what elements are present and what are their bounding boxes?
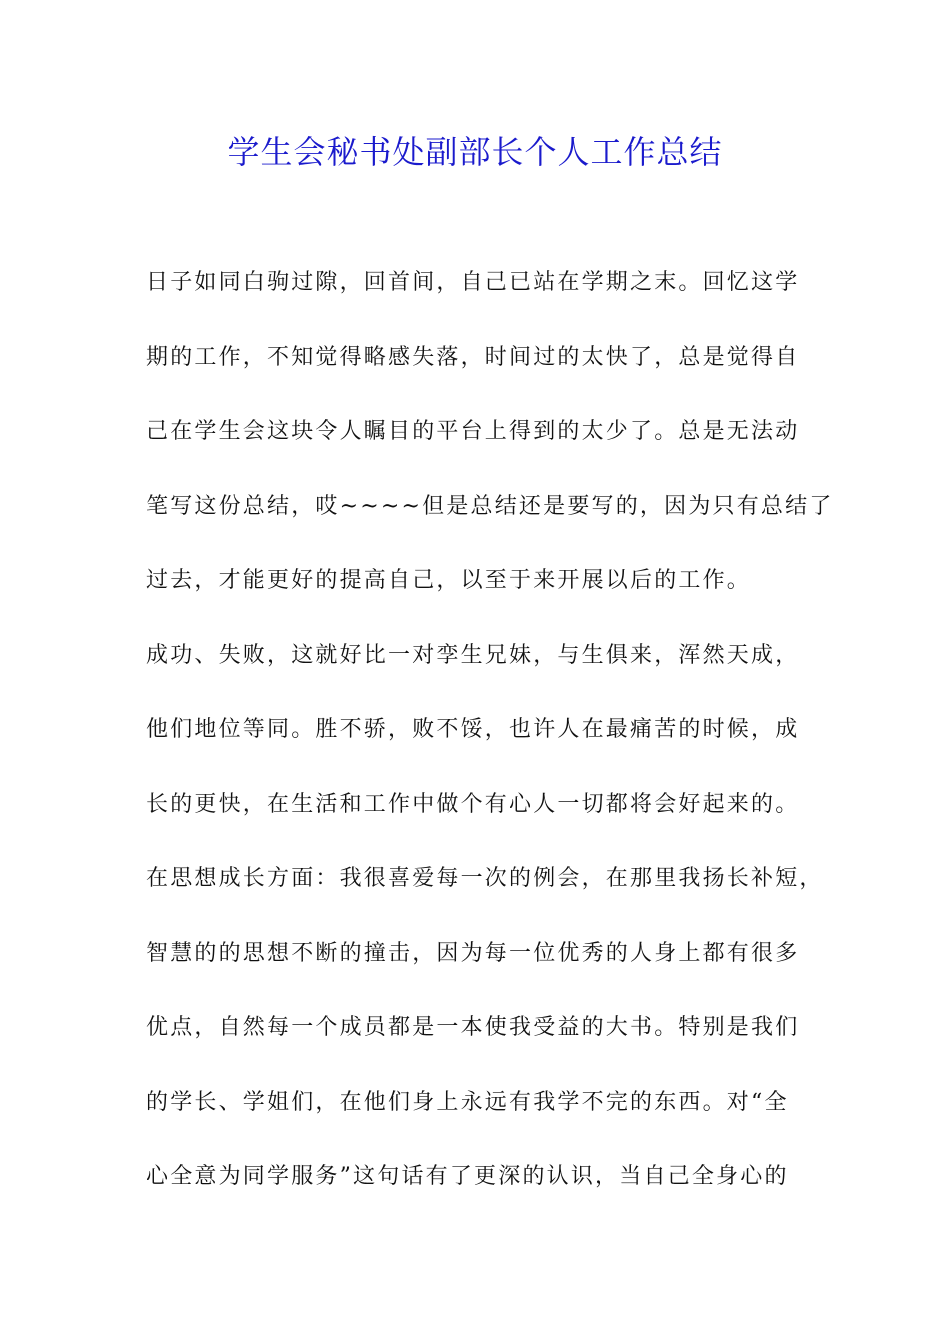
body-line: 笔写这份总结，哎~~~~但是总结还是要写的，因为只有总结了 [146,493,834,519]
body-line: 优点，自然每一个成员都是一本使我受益的大书。特别是我们 [146,1015,800,1040]
body-line: 他们地位等同。胜不骄，败不馁，也许人在最痛苦的时候，成 [146,717,800,742]
body-line: 的学长、学姐们，在他们身上永远有我学不完的东西。对“全 [146,1089,789,1115]
document-title: 学生会秘书处副部长个人工作总结 [227,133,723,171]
body-line: 长的更快，在生活和工作中做个有心人一切都将会好起来的。 [146,791,800,817]
body-line: 期的工作，不知觉得略感失落，时间过的太快了，总是觉得自 [146,344,800,370]
body-line: 成功、失败，这就好比一对孪生兄妹，与生俱来，浑然天成， [146,642,800,668]
body-line: 在思想成长方面：我很喜爱每一次的例会，在那里我扬长补短， [146,866,824,891]
body-line: 己在学生会这块令人瞩目的平台上得到的太少了。总是无法动 [146,419,800,444]
body-line: 日子如同白驹过隙，回首间，自己已站在学期之末。回忆这学 [146,270,800,295]
body-line: 过去，才能更好的提高自己，以至于来开展以后的工作。 [146,568,752,593]
document-body [146,258,834,1227]
body-line: 智慧的的思想不断的撞击，因为每一位优秀的人身上都有很多 [146,940,800,966]
body-line: 心全意为同学服务”这句话有了更深的认识，当自己全身心的 [146,1164,789,1189]
